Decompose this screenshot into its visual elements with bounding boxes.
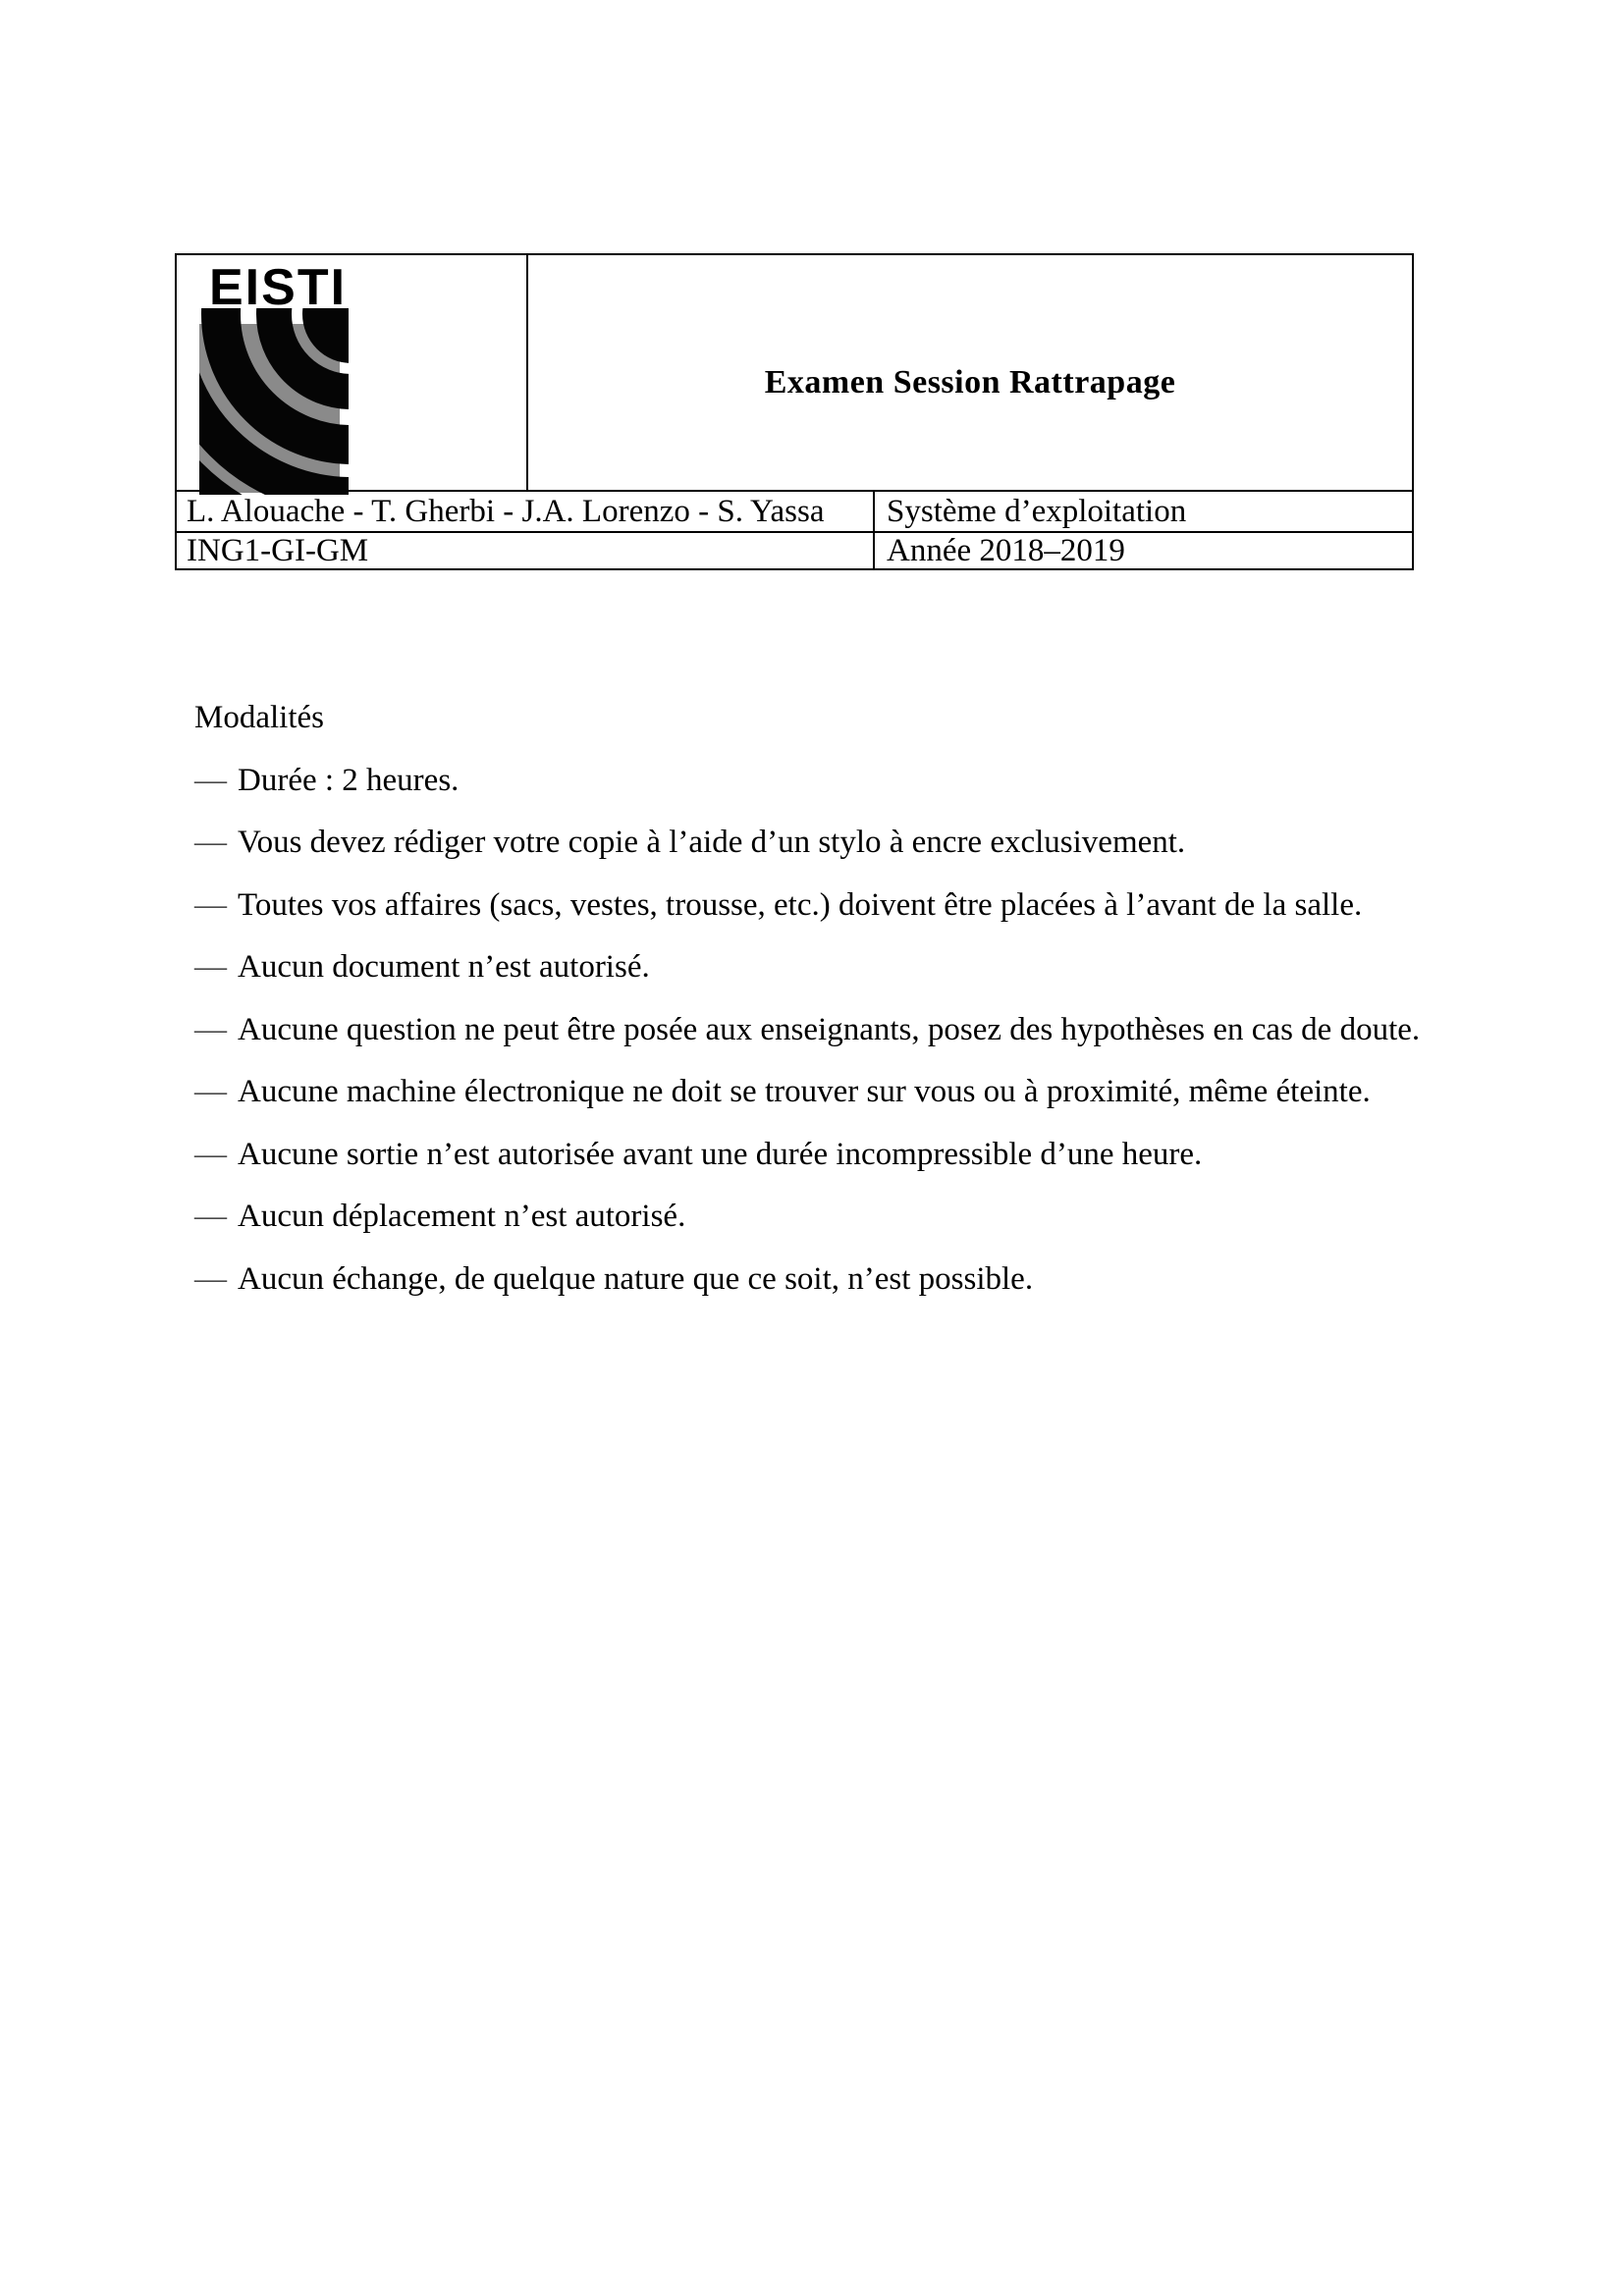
modalites-list <box>194 750 1569 1311</box>
item-dash: — <box>194 1011 227 1047</box>
item-text: Durée : 2 heures. <box>238 762 460 798</box>
header-table <box>175 253 1414 570</box>
class-row <box>177 531 1412 568</box>
logo-cell <box>177 255 528 490</box>
modalites-section <box>194 687 1569 1310</box>
item-text: Aucun déplacement n’est autorisé. <box>238 1199 686 1234</box>
item-dash: — <box>194 1074 227 1109</box>
authors-cell: L. Alouache - T. Gherbi - J.A. Lorenzo - S. Yassa <box>177 492 875 531</box>
item-text: Aucun document n’est autorisé. <box>238 949 650 985</box>
item-dash: — <box>194 886 227 923</box>
modalites-item <box>194 1186 1569 1249</box>
item-text: Vous devez rédiger votre copie à l’aide d’un stylo à encre exclusivement. <box>238 825 1186 860</box>
item-text: Aucune sortie n’est autorisée avant une durée incompressible d’une heure. <box>238 1136 1203 1172</box>
course-cell: Système d’exploitation <box>887 493 1187 529</box>
modalites-item <box>194 812 1569 875</box>
modalites-item <box>194 936 1569 999</box>
header-row <box>177 255 1412 490</box>
item-dash: — <box>194 1136 227 1172</box>
class-cell: ING1-GI-GM <box>177 533 875 568</box>
item-dash: — <box>194 1260 227 1297</box>
modalites-heading: Modalités <box>194 700 324 735</box>
item-text: Aucune question ne peut être posée aux enseignants, posez des hypothèses en cas de doute. <box>238 1011 1421 1047</box>
item-text: Aucun échange, de quelque nature que ce soit, n’est possible. <box>238 1260 1034 1297</box>
exam-title: Examen Session Rattrapage <box>764 363 1176 400</box>
modalites-item <box>194 1061 1569 1124</box>
item-text: Toutes vos affaires (sacs, vestes, trousse, etc.) doivent être placées à l’avant de la salle. <box>238 886 1363 923</box>
year-cell: Année 2018–2019 <box>887 532 1125 568</box>
item-dash: — <box>194 1199 227 1234</box>
modalites-item <box>194 750 1569 813</box>
eisti-logo-icon <box>194 263 356 499</box>
item-text: Aucune machine électronique ne doit se trouver sur vous ou à proximité, même éteinte. <box>238 1074 1371 1109</box>
modalites-item <box>194 1249 1569 1311</box>
eisti-wordmark: EISTI <box>209 263 348 316</box>
exam-title-cell <box>528 255 1412 490</box>
modalites-item <box>194 999 1569 1062</box>
item-dash: — <box>194 762 227 798</box>
modalites-item <box>194 875 1569 937</box>
item-dash: — <box>194 825 227 860</box>
authors-row <box>177 490 1412 531</box>
modalites-item <box>194 1124 1569 1187</box>
item-dash: — <box>194 949 227 985</box>
